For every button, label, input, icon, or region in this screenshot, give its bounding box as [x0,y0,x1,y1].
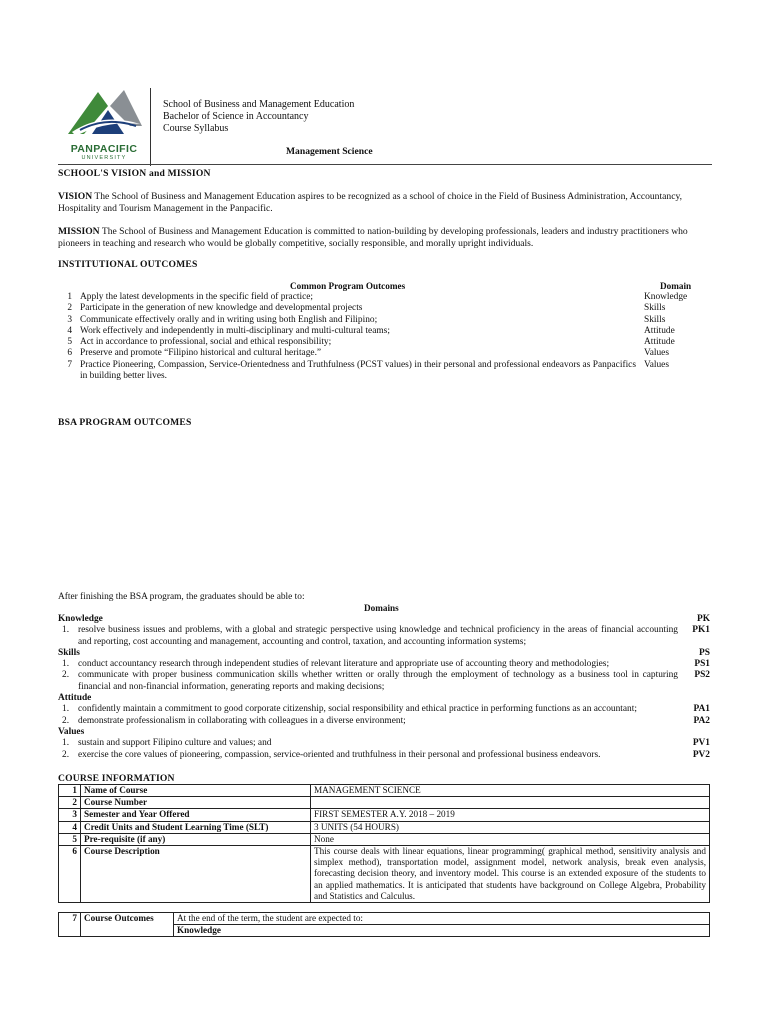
outcome-domain: Attitude [644,337,675,348]
bsa-item-code: PK1 [692,625,710,636]
outcome-number: 1 [67,292,72,302]
outcome-text: Communicate effectively orally and in writing using both English and Filipino; [80,314,378,325]
mission-block [58,226,710,250]
outcome-domain: Knowledge [644,292,688,302]
logo-subtitle: UNIVERSITY [81,155,127,161]
bsa-item-text: exercise the core values of pioneering, compassion, service-oriented and truthfulness in their personal and professional business endeavors. [78,749,601,760]
course-outcomes-number: 7 [59,913,81,937]
institutional-outcome-row [58,360,710,383]
course-info-value: This course deals with linear equations, linear programming( graphical method, sensitivity analysis and simplex method), transportation model, assignment model, network analysis, break even analysis, forecasting decision theory, and inventory model. This course is an extended exposure of the students to an applied mathematics. It is anticipated that students have background on College Algebra, Probability and Statistics and Calculus. [311,846,710,903]
course-info-label: Course Description [81,846,311,903]
course-title: Management Science [286,146,373,157]
institutional-outcome-row [58,303,710,314]
bsa-item-text: demonstrate professionalism in collaborating with colleagues in a diverse environment; [78,715,406,726]
bsa-outcome-item [62,670,710,693]
outcome-domain: Skills [644,303,666,314]
document-type: Course Syllabus [163,123,229,134]
vision-text: The School of Business and Management Education aspires to be recognized as a school of choice in the Field of Business Administration, Accountancy, Hospitality and Tourism Management in the Panpacific. [58,191,683,214]
course-info-label: Name of Course [81,785,311,797]
program-name: Bachelor of Science in Accountancy [163,111,309,122]
bsa-outcome-item [62,625,710,648]
outcome-text: Preserve and promote “Filipino historical and cultural heritage.” [80,348,322,359]
course-info-row [59,797,710,809]
course-outcomes-label: Course Outcomes [81,913,174,937]
outcome-domain: Skills [644,314,666,325]
header-divider [150,88,151,166]
bsa-item-code: PV2 [692,749,710,760]
bsa-item-code: PV1 [692,738,710,749]
course-info-row [59,785,710,797]
bsa-outcome-item [62,738,710,749]
bsa-group-title: Attitude [58,693,92,704]
vision-label: VISION [58,191,93,202]
course-info-heading: COURSE INFORMATION [58,773,175,784]
course-info-number: 5 [59,833,81,845]
bsa-heading: BSA PROGRAM OUTCOMES [58,417,192,428]
bsa-item-number: 2. [62,715,70,726]
domain-column-header: Domain [660,281,692,291]
bsa-item-code: PS1 [694,659,710,670]
course-info-value [311,797,710,809]
bsa-group-code: PK [696,614,710,624]
course-info-label: Course Number [81,797,311,809]
institutional-heading: INSTITUTIONAL OUTCOMES [58,259,198,270]
bsa-group-title: Skills [58,647,80,658]
institutional-outcome-row [58,292,710,303]
course-info-table [58,784,710,903]
institutional-outcome-row [58,337,710,348]
logo-wordmark: PANPACIFIC [70,143,138,155]
bsa-item-number: 1. [62,625,70,636]
outcome-text: Practice Pioneering, Compassion, Service-Orientedness and Truthfulness (PCST values) in their personal and professional endeavors as Panpacifics in building better lives. [80,359,636,382]
outcome-domain: Attitude [644,325,675,336]
institutional-outcome-row [58,348,710,359]
bsa-outcome-item [62,659,710,670]
course-outcomes-table [58,912,710,937]
bsa-item-text: resolve business issues and problems, with a global and strategic perspective using knowledge and technical proficiency in the areas of financial accounting and reporting, cost accounting and management, accounting and control, taxation, and accounting information systems; [78,625,678,647]
outcome-domain: Values [644,348,669,359]
course-info-number: 1 [59,785,81,797]
outcome-number: 4 [67,325,72,336]
bsa-item-number: 1. [62,704,70,715]
course-info-row [59,821,710,833]
bsa-group-header [58,648,710,659]
bsa-outcome-item [62,750,710,761]
outcome-number: 3 [67,314,72,325]
bsa-intro: After finishing the BSA program, the graduates should be able to: [58,592,305,602]
course-info-value: None [311,833,710,845]
course-outcomes-knowledge: Knowledge [174,925,710,937]
course-info-number: 4 [59,821,81,833]
institutional-outcomes-table [58,292,710,382]
institutional-outcome-row [58,326,710,337]
course-info-number: 2 [59,797,81,809]
bsa-item-text: conduct accountancy research through independent studies of relevant literature and appropriate use of accounting theory and methodologies; [78,659,610,670]
outcome-text: Work effectively and independently in multi-disciplinary and multi-cultural teams; [80,325,390,336]
institutional-outcome-row [58,315,710,326]
bsa-item-code: PA2 [693,715,710,726]
bsa-outcome-item [62,704,710,715]
outcome-text: Apply the latest developments in the specific field of practice; [80,292,313,302]
mission-text: The School of Business and Management Education is committed to nation-building by developing professionals, leaders and industry practitioners who pioneers in teaching and research who would be globally competitive, socially responsible, and morally upright individuals. [58,226,688,249]
bsa-domains-label: Domains [364,603,399,613]
bsa-item-code: PA1 [693,704,710,715]
header-rule [58,164,712,165]
course-info-value: MANAGEMENT SCIENCE [311,785,710,797]
bsa-item-text: confidently maintain a commitment to good corporate citizenship, social responsibility and ethical practice in performing functions as an accountant; [78,704,637,715]
bsa-group-title: Knowledge [58,614,103,624]
course-info-value: FIRST SEMESTER A.Y. 2018 – 2019 [311,809,710,821]
course-info-value: 3 UNITS (54 HOURS) [311,821,710,833]
bsa-item-number: 1. [62,738,70,749]
outcome-text: Participate in the generation of new knowledge and developmental projects [80,303,363,314]
bsa-group-header [58,693,710,704]
bsa-item-number: 2. [62,670,70,681]
course-info-label: Semester and Year Offered [81,809,311,821]
bsa-group-code: PS [699,647,710,658]
mission-label: MISSION [58,226,100,237]
course-info-label: Pre-requisite (if any) [81,833,311,845]
outcome-domain: Values [644,359,669,370]
course-info-row [59,846,710,903]
school-name: School of Business and Management Education [163,99,355,110]
bsa-item-number: 1. [62,659,70,670]
bsa-item-text: communicate with proper business communication skills whether written or orally through the employment of technology as a business tool in capturing financial and non-financial information, generating reports and making decisions; [78,670,678,692]
course-info-row [59,809,710,821]
bsa-group-header [58,614,710,625]
bsa-item-code: PS2 [694,670,710,681]
course-outcomes-intro: At the end of the term, the student are expected to: [174,913,710,925]
outcome-text: Act in accordance to professional, social and ethical responsibility; [80,337,332,348]
vision-block [58,191,710,215]
outcome-number: 2 [67,303,72,314]
vision-mission-heading: SCHOOL'S VISION and MISSION [58,168,211,179]
outcome-number: 6 [67,348,72,359]
course-info-row [59,833,710,845]
bsa-item-text: sustain and support Filipino culture and values; and [78,738,272,749]
bsa-group-title: Values [58,726,85,737]
bsa-outcomes-list [58,614,710,761]
bsa-outcome-item [62,716,710,727]
outcomes-column-header: Common Program Outcomes [290,281,406,291]
course-info-number: 6 [59,846,81,903]
outcome-number: 5 [67,337,72,348]
bsa-item-number: 2. [62,749,70,760]
outcome-number: 7 [67,359,72,370]
bsa-group-header [58,727,710,738]
course-info-number: 3 [59,809,81,821]
course-info-label: Credit Units and Student Learning Time (SLT) [81,821,311,833]
